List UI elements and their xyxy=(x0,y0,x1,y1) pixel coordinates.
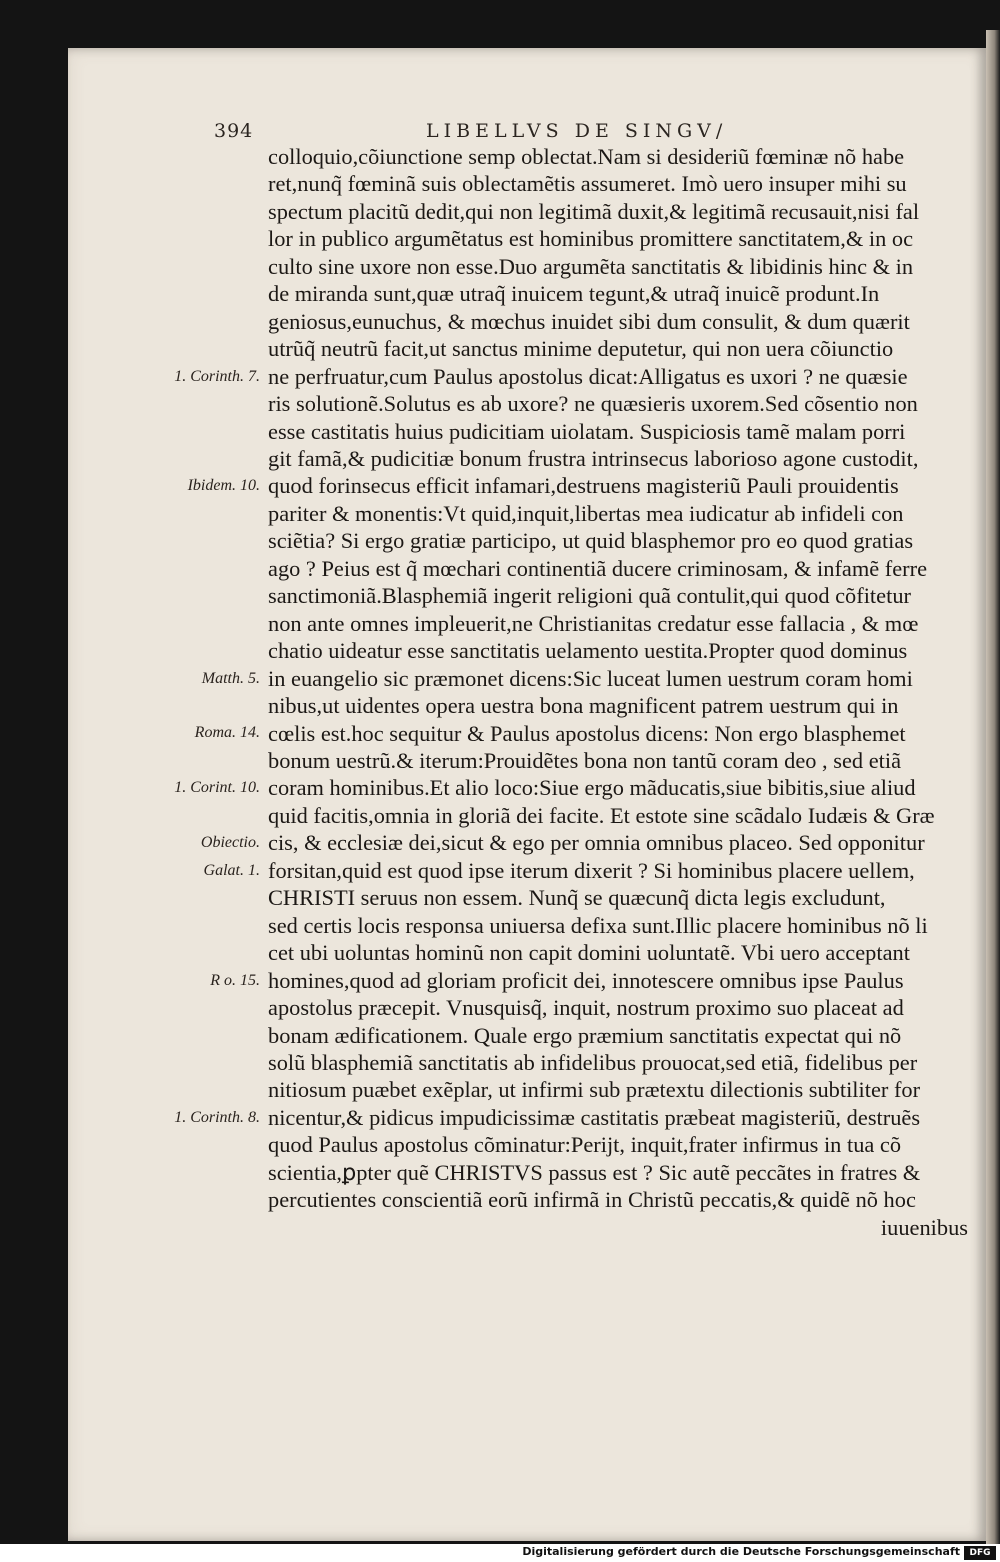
margin-reference: 1. Corint. 10. xyxy=(174,779,260,797)
text-line: colloquio,cõiunctione semp oblectat.Nam si desideriũ fœminæ nõ habe xyxy=(268,144,905,169)
text-line: utrũq̃ neutrũ facit,ut sanctus minime deputetur, qui non uera cõiunctio xyxy=(268,336,894,362)
text-line: apostolus præcepit. Vnusquisq̃, inquit, nostrum proximo suo placeat ad xyxy=(268,995,904,1021)
text-line: ago ? Peius est q̃ mœchari continentiã ducere criminosam, & infamẽ ferre xyxy=(268,555,928,581)
running-title: LIBELLVS DE SINGV/ xyxy=(426,120,728,142)
margin-reference: Matth. 5. xyxy=(201,669,260,687)
text-line: esse castitatis huius pudicitiam uiolatam. Suspiciosis tamẽ malam porri xyxy=(268,418,906,444)
text-line: git famã,& pudicitiæ bonum frustra intrinsecus laborioso agone custodit, xyxy=(268,445,919,471)
text-line: in euangelio sic præmonet dicens:Sic luceat lumen uestrum coram homi xyxy=(268,665,913,691)
page-edge xyxy=(986,30,1000,1545)
text-line: quid facitis,omnia in gloriã dei facite. Et estote sine scãdalo Iudæis & Græ xyxy=(268,802,935,828)
text-line: quod Paulus apostolus cõminatur:Perijt, inquit,frater infirmus in tua cõ xyxy=(268,1132,902,1158)
text-line: nibus,ut uidentes opera uestra bona magnificent patrem uestrum qui in xyxy=(268,693,899,719)
text-line: nitiosum puæbet exẽplar, ut infirmi sub prætextu dilectionis subtiliter for xyxy=(268,1077,921,1103)
text-line: de miranda sunt,quæ utraq̃ inuicem tegunt,& utraq̃ inuicẽ produnt.In xyxy=(268,281,880,307)
text-line: pariter & monentis:Vt quid,inquit,libertas mea iudicatur ab infideli con xyxy=(268,500,904,526)
text-line: homines,quod ad gloriam proficit dei, innotescere omnibus ipse Paulus xyxy=(268,967,904,993)
text-line: chatio uideatur esse sanctitatis uelamento uestita.Propter quod dominus xyxy=(268,638,908,664)
text-line: bonum uestrũ.& iterum:Prouidẽtes bona non tantũ coram deo , sed etiã xyxy=(268,747,902,773)
text-line: percutientes conscientiã eorũ infirmã in Christũ peccatis,& quidẽ nõ hoc xyxy=(268,1187,916,1213)
digitization-credit: Digitalisierung gefördert durch die Deutsche Forschungsgemeinschaft xyxy=(522,1545,960,1558)
text-line: ris solutionẽ.Solutus es ab uxore? ne quæsieris uxorem.Sed cõsentio non xyxy=(268,391,918,417)
margin-reference: Roma. 14. xyxy=(194,724,260,742)
text-line: cœlis est.hoc sequitur & Paulus apostolus dicens: Non ergo blasphemet xyxy=(268,720,906,746)
margin-reference: Galat. 1. xyxy=(203,861,260,879)
text-line: ne perfruatur,cum Paulus apostolus dicat:Alligatus es uxori ? ne quæsie xyxy=(268,363,908,389)
margin-reference: 1. Corinth. 7. xyxy=(174,367,260,385)
text-line: lor in publico argumẽtatus est hominibus promittere sanctitatem,& in oc xyxy=(268,226,914,252)
text-line: nicentur,& pidicus impudicissimæ castitatis præbeat magisteriũ, destruẽs xyxy=(268,1104,921,1130)
margin-reference: Obiectio. xyxy=(200,834,260,852)
text-line: sed certis locis responsa uniuersa defixa sunt.Illic placere hominibus nõ li xyxy=(268,912,928,938)
text-line: iuuenibus xyxy=(880,1214,968,1240)
text-line: bonam ædificationem. Quale ergo præmium sanctitatis expectat qui nõ xyxy=(268,1022,902,1048)
text-line: solũ blasphemiã sanctitatis ab infidelibus prouocat,sed etiã, fidelibus per xyxy=(268,1049,918,1075)
text-line: cet ubi uoluntas hominũ non capit domini uoluntatẽ. Vbi uero acceptant xyxy=(268,940,910,966)
main-text-block xyxy=(268,143,968,1241)
text-line: scientia,ꝑpter quẽ CHRISTVS passus est ? Sic autẽ peccãtes in fratres & xyxy=(268,1159,921,1185)
page-number: 394 xyxy=(214,120,254,142)
margin-reference: R o. 15. xyxy=(210,971,260,989)
text-line: forsitan,quid est quod ipse iterum dixerit ? Si hominibus placere uellem, xyxy=(268,857,915,883)
text-line: cis, & ecclesiæ dei,sicut & ego per omnia omnibus placeo. Sed opponitur xyxy=(268,830,925,856)
dfg-logo: DFG xyxy=(964,1546,996,1560)
text-line: non ante omnes impleuerit,ne Christianitas credatur esse fallacia , & mœ xyxy=(268,610,919,636)
text-line: spectum placitũ dedit,qui non legitimã duxit,& legitimã recusauit,nisi fal xyxy=(268,198,920,224)
text-line: coram hominibus.Et alio loco:Siue ergo mãducatis,siue bibitis,siue aliud xyxy=(268,775,916,801)
text-line: sanctimoniã.Blasphemiã ingerit religioni quã contulit,qui quod cõfitetur xyxy=(268,583,911,609)
margin-reference: Ibidem. 10. xyxy=(187,477,260,495)
text-line: geniosus,eunuchus, & mœchus inuidet sibi dum consulit, & dum quærit xyxy=(268,308,910,334)
text-line: quod forinsecus efficit infamari,destruens magisteriũ Pauli prouidentis xyxy=(268,473,899,499)
text-line: culto sine uxore non esse.Duo argumẽta sanctitatis & libidinis hinc & in xyxy=(268,253,914,279)
margin-reference: 1. Corinth. 8. xyxy=(174,1108,260,1126)
text-line: ret,nunq̃ fœminã suis oblectamẽtis assumeret. Imò uero insuper mihi su xyxy=(268,171,907,197)
footer-bar xyxy=(0,1544,1000,1562)
text-line: sciẽtia? Si ergo gratiæ participo, ut quid blasphemor pro eo quod gratias xyxy=(268,528,914,554)
text-line: CHRISTI seruus non essem. Nunq̃ se quæcunq̃ dicta legis excludunt, xyxy=(268,885,886,911)
